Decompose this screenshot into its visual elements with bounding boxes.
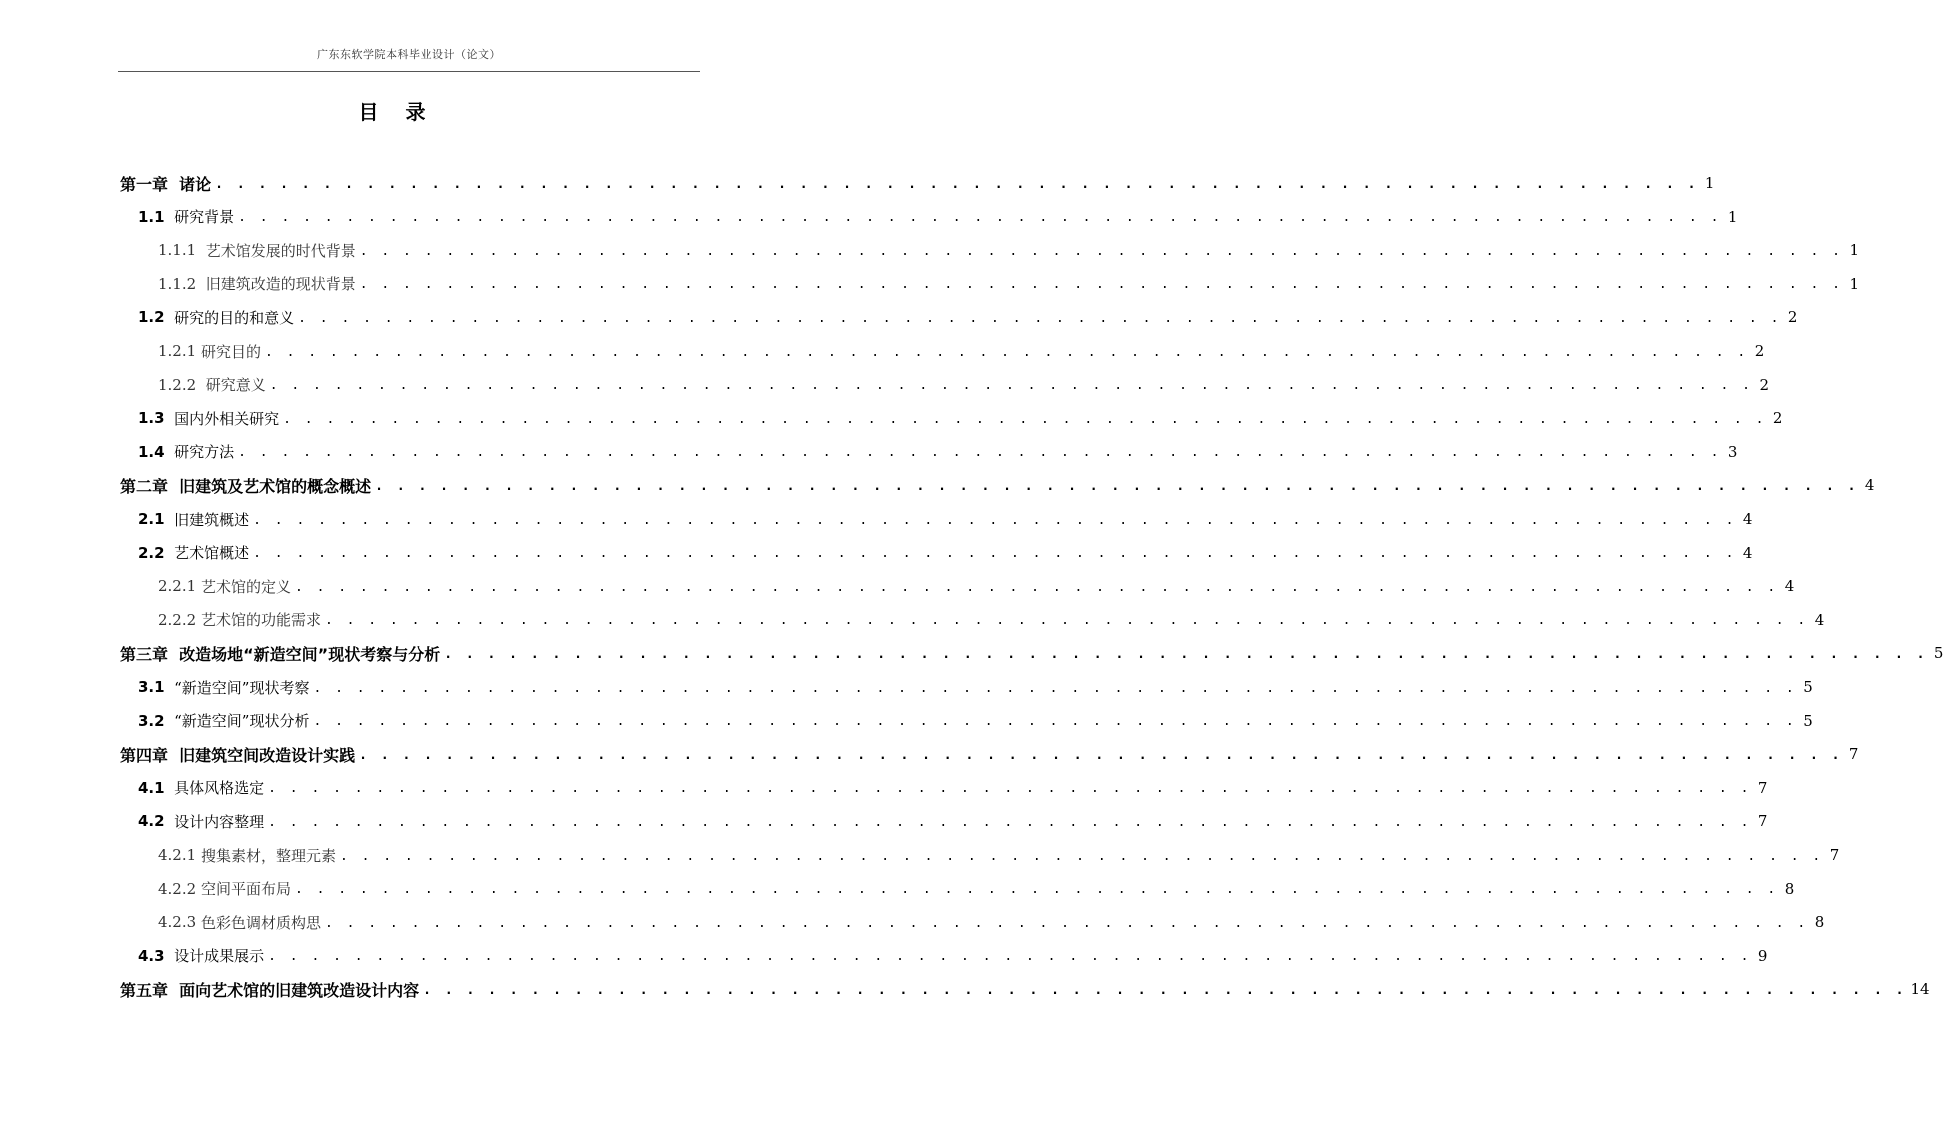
toc-number: 4.2 bbox=[138, 812, 165, 831]
toc-page-number: 4 bbox=[1742, 543, 1753, 562]
leader-dots: . . . . . . . . . . . . . . . . . . . . . . . . . . . . . . . . . . . . . . . . . . . . . . . . . . . . . . . . . . . . . . . . . . . . . bbox=[359, 747, 1843, 763]
toc-label: 艺术馆的功能需求 bbox=[200, 611, 321, 630]
toc-entry[interactable] bbox=[158, 872, 1795, 906]
toc-number: 2.2 bbox=[138, 543, 165, 562]
leader-dots: . . . . . . . . . . . . . . . . . . . . . . . . . . . . . . . . . . . . . . . . . . . . . . . . . . . . . . . . . . . . . . . . . . . . . bbox=[324, 915, 1809, 931]
leader-dots: . . . . . . . . . . . . . . . . . . . . . . . . . . . . . . . . . . . . . . . . . . . . . . . . . . . . . . . . . . . . . . . . . . . . . bbox=[313, 680, 1797, 696]
toc-label: 设计成果展示 bbox=[174, 947, 265, 966]
toc-label: 旧建筑改造的现状背景 bbox=[205, 275, 356, 294]
toc-label: 研究背景 bbox=[174, 208, 235, 227]
toc-page-number: 8 bbox=[1814, 913, 1825, 932]
toc-number: 3.2 bbox=[138, 711, 165, 730]
leader-dots: . . . . . . . . . . . . . . . . . . . . . . . . . . . . . . . . . . . . . . . . . . . . . . . . . . . . . . . . . . . . . . . . . . . . . bbox=[238, 445, 1722, 461]
leader-dots: . . . . . . . . . . . . . . . . . . . . . . . . . . . . . . . . . . . . . . . . . . . . . . . . . . . . . . . . . . . . . . . . . . . . . bbox=[294, 579, 1779, 595]
toc-page-number: 7 bbox=[1829, 846, 1840, 864]
toc-number: 4.1 bbox=[138, 778, 165, 797]
toc-entry[interactable] bbox=[158, 368, 1769, 402]
toc-page-number: 7 bbox=[1757, 778, 1768, 797]
toc-label: 艺术馆的定义 bbox=[200, 577, 291, 596]
toc-number: 4.2.3 bbox=[158, 913, 197, 932]
toc-number: 2.2.1 bbox=[158, 577, 197, 596]
toc-label: 色彩色调材质构思 bbox=[200, 913, 321, 932]
toc-number: 2.2.2 bbox=[158, 610, 197, 629]
toc-entry[interactable] bbox=[120, 166, 1715, 200]
toc-label: 国内外相关研究 bbox=[174, 409, 280, 428]
toc-number: 第五章 bbox=[120, 980, 169, 1000]
toc-page-number: 4 bbox=[1742, 510, 1753, 528]
toc-entry[interactable] bbox=[158, 569, 1795, 603]
toc-label: 研究的目的和意义 bbox=[174, 308, 295, 327]
toc-number: 1.4 bbox=[138, 442, 165, 461]
toc-page-number: 4 bbox=[1814, 610, 1825, 629]
toc-page-number: 5 bbox=[1803, 678, 1813, 696]
toc-number: 3.1 bbox=[138, 678, 165, 696]
leader-dots: . . . . . . . . . . . . . . . . . . . . . . . . . . . . . . . . . . . . . . . . . . . . . . . . . . . . . . . . . . . . . . . . . . . . . bbox=[375, 478, 1859, 494]
toc-page-number: 1 bbox=[1849, 241, 1859, 260]
page-header: 广东东软学院本科毕业设计（论文） bbox=[317, 48, 501, 61]
toc-entry[interactable] bbox=[138, 939, 1768, 973]
toc-label: 空间平面布局 bbox=[200, 880, 291, 899]
leader-dots: . . . . . . . . . . . . . . . . . . . . . . . . . . . . . . . . . . . . . . . . . . . . . . . . . . . . . . . . . . . . . . . . . . . . . bbox=[294, 882, 1779, 898]
leader-dots: . . . . . . . . . . . . . . . . . . . . . . . . . . . . . . . . . . . . . . . . . . . . . . . . . . . . . . . . . . . . . . . . . . . . . bbox=[423, 982, 1907, 998]
toc-label: 艺术馆发展的时代背景 bbox=[205, 241, 356, 260]
leader-dots: . . . . . . . . . . . . . . . . . . . . . . . . . . . . . . . . . . . . . . . . . . . . . . . . . . . . . . . . . . . . . . . . . . . . . bbox=[264, 344, 1749, 360]
toc-number: 第二章 bbox=[120, 476, 169, 496]
leader-dots: . . . . . . . . . . . . . . . . . . . . . . . . . . . . . . . . . . . . . . . . . . . . . . . . . . . . . . . . . . . . . . . . . . . . . bbox=[215, 176, 1699, 192]
toc-number: 第三章 bbox=[120, 644, 169, 664]
toc-label: 旧建筑空间改造设计实践 bbox=[179, 745, 356, 765]
toc-label: 旧建筑概述 bbox=[174, 510, 250, 529]
toc-label: “新造空间”现状考察 bbox=[174, 678, 310, 697]
toc-entry[interactable] bbox=[158, 233, 1859, 267]
toc-page-number: 9 bbox=[1757, 946, 1768, 965]
page-title: 目 录 bbox=[358, 100, 436, 124]
leader-dots: . . . . . . . . . . . . . . . . . . . . . . . . . . . . . . . . . . . . . . . . . . . . . . . . . . . . . . . . . . . . . . . . . . . . . bbox=[324, 613, 1809, 629]
toc-label: 艺术馆概述 bbox=[174, 544, 250, 563]
toc-number: 1.1.2 bbox=[158, 274, 197, 293]
toc-label: 诸论 bbox=[179, 174, 212, 194]
toc-page-number: 1 bbox=[1849, 274, 1859, 293]
toc-page-number: 3 bbox=[1727, 442, 1738, 461]
toc-label: “新造空间”现状分析 bbox=[174, 712, 310, 731]
toc-page-number: 2 bbox=[1772, 409, 1783, 428]
toc-entry[interactable] bbox=[158, 334, 1765, 368]
toc-page-number: 5 bbox=[1803, 711, 1813, 730]
leader-dots: . . . . . . . . . . . . . . . . . . . . . . . . . . . . . . . . . . . . . . . . . . . . . . . . . . . . . . . . . . . . . . . . . . . . . bbox=[238, 210, 1722, 226]
toc-page-number: 2 bbox=[1787, 308, 1798, 327]
toc-number: 第四章 bbox=[120, 745, 169, 765]
toc-page-number: 2 bbox=[1754, 342, 1765, 360]
toc-label: 研究方法 bbox=[174, 443, 235, 462]
toc-entry[interactable] bbox=[138, 300, 1798, 334]
leader-dots: . . . . . . . . . . . . . . . . . . . . . . . . . . . . . . . . . . . . . . . . . . . . . . . . . . . . . . . . . . . . . . . . . . . . . bbox=[313, 714, 1797, 730]
toc-label: 面向艺术馆的旧建筑改造设计内容 bbox=[179, 980, 420, 1000]
toc-page-number: 1 bbox=[1727, 207, 1738, 226]
toc-page-number: 1 bbox=[1704, 174, 1715, 192]
toc-entry[interactable] bbox=[138, 435, 1738, 469]
toc-number: 4.2.2 bbox=[158, 879, 197, 898]
toc-label: 搜集素材，整理元素 bbox=[200, 846, 336, 865]
toc-page-number: 7 bbox=[1848, 745, 1859, 764]
toc-entry[interactable] bbox=[120, 468, 1875, 502]
toc-entry[interactable] bbox=[120, 972, 1930, 1006]
toc-label: 研究意义 bbox=[205, 376, 266, 395]
leader-dots: . . . . . . . . . . . . . . . . . . . . . . . . . . . . . . . . . . . . . . . . . . . . . . . . . . . . . . . . . . . . . . . . . . . . . bbox=[444, 646, 1928, 662]
toc-entry[interactable] bbox=[138, 804, 1768, 838]
toc-entry[interactable] bbox=[138, 536, 1753, 570]
toc-page-number: 5 bbox=[1933, 644, 1943, 663]
toc-label: 旧建筑及艺术馆的概念概述 bbox=[179, 476, 372, 496]
leader-dots: . . . . . . . . . . . . . . . . . . . . . . . . . . . . . . . . . . . . . . . . . . . . . . . . . . . . . . . . . . . . . . . . . . . . . bbox=[268, 814, 1752, 830]
toc-number: 1.1.1 bbox=[158, 241, 197, 260]
toc-entry[interactable] bbox=[158, 838, 1840, 872]
toc-entry[interactable] bbox=[138, 771, 1768, 805]
toc-number: 4.2.1 bbox=[158, 846, 197, 864]
toc-number: 1.2 bbox=[138, 308, 165, 327]
toc-entry[interactable] bbox=[158, 267, 1859, 301]
toc-entry[interactable] bbox=[138, 704, 1813, 738]
leader-dots: . . . . . . . . . . . . . . . . . . . . . . . . . . . . . . . . . . . . . . . . . . . . . . . . . . . . . . . . . . . . . . . . . . . . . bbox=[283, 411, 1767, 427]
leader-dots: . . . . . . . . . . . . . . . . . . . . . . . . . . . . . . . . . . . . . . . . . . . . . . . . . . . . . . . . . . . . . . . . . . . . . bbox=[268, 781, 1752, 797]
toc-entry[interactable] bbox=[120, 737, 1859, 771]
toc-label: 改造场地“新造空间”现状考察与分析 bbox=[179, 644, 441, 664]
toc-label: 设计内容整理 bbox=[174, 812, 265, 831]
leader-dots: . . . . . . . . . . . . . . . . . . . . . . . . . . . . . . . . . . . . . . . . . . . . . . . . . . . . . . . . . . . . . . . . . . . . . bbox=[359, 243, 1843, 259]
leader-dots: . . . . . . . . . . . . . . . . . . . . . . . . . . . . . . . . . . . . . . . . . . . . . . . . . . . . . . . . . . . . . . . . . . . . . bbox=[339, 848, 1824, 864]
leader-dots: . . . . . . . . . . . . . . . . . . . . . . . . . . . . . . . . . . . . . . . . . . . . . . . . . . . . . . . . . . . . . . . . . . . . . bbox=[298, 310, 1782, 326]
toc-page-number: 7 bbox=[1757, 812, 1768, 831]
toc-number: 1.2.2 bbox=[158, 375, 197, 394]
header-divider bbox=[118, 71, 700, 72]
toc-entry[interactable] bbox=[138, 401, 1783, 435]
toc-number: 第一章 bbox=[120, 174, 169, 194]
toc-number: 1.3 bbox=[138, 409, 165, 428]
toc-entry[interactable] bbox=[120, 636, 1943, 670]
toc-number: 1.1 bbox=[138, 207, 165, 226]
toc-page-number: 4 bbox=[1864, 476, 1875, 495]
leader-dots: . . . . . . . . . . . . . . . . . . . . . . . . . . . . . . . . . . . . . . . . . . . . . . . . . . . . . . . . . . . . . . . . . . . . . bbox=[253, 512, 1737, 528]
leader-dots: . . . . . . . . . . . . . . . . . . . . . . . . . . . . . . . . . . . . . . . . . . . . . . . . . . . . . . . . . . . . . . . . . . . . . bbox=[269, 378, 1753, 394]
leader-dots: . . . . . . . . . . . . . . . . . . . . . . . . . . . . . . . . . . . . . . . . . . . . . . . . . . . . . . . . . . . . . . . . . . . . . bbox=[359, 277, 1843, 293]
toc-number: 1.2.1 bbox=[158, 342, 197, 360]
toc-page-number: 8 bbox=[1784, 879, 1795, 898]
toc-number: 2.1 bbox=[138, 510, 165, 528]
toc-label: 研究目的 bbox=[200, 342, 261, 361]
toc-label: 具体风格选定 bbox=[174, 779, 265, 798]
toc-page-number: 14 bbox=[1910, 980, 1930, 999]
toc-entry[interactable] bbox=[158, 905, 1825, 939]
toc-entry[interactable] bbox=[138, 200, 1738, 234]
leader-dots: . . . . . . . . . . . . . . . . . . . . . . . . . . . . . . . . . . . . . . . . . . . . . . . . . . . . . . . . . . . . . . . . . . . . . bbox=[268, 949, 1752, 965]
leader-dots: . . . . . . . . . . . . . . . . . . . . . . . . . . . . . . . . . . . . . . . . . . . . . . . . . . . . . . . . . . . . . . . . . . . . . bbox=[253, 546, 1737, 562]
toc-entry[interactable] bbox=[138, 502, 1753, 536]
toc-entry[interactable] bbox=[138, 670, 1813, 704]
toc-number: 4.3 bbox=[138, 946, 165, 965]
toc-entry[interactable] bbox=[158, 603, 1825, 637]
toc-page-number: 4 bbox=[1784, 577, 1795, 596]
toc-page-number: 2 bbox=[1759, 375, 1769, 394]
